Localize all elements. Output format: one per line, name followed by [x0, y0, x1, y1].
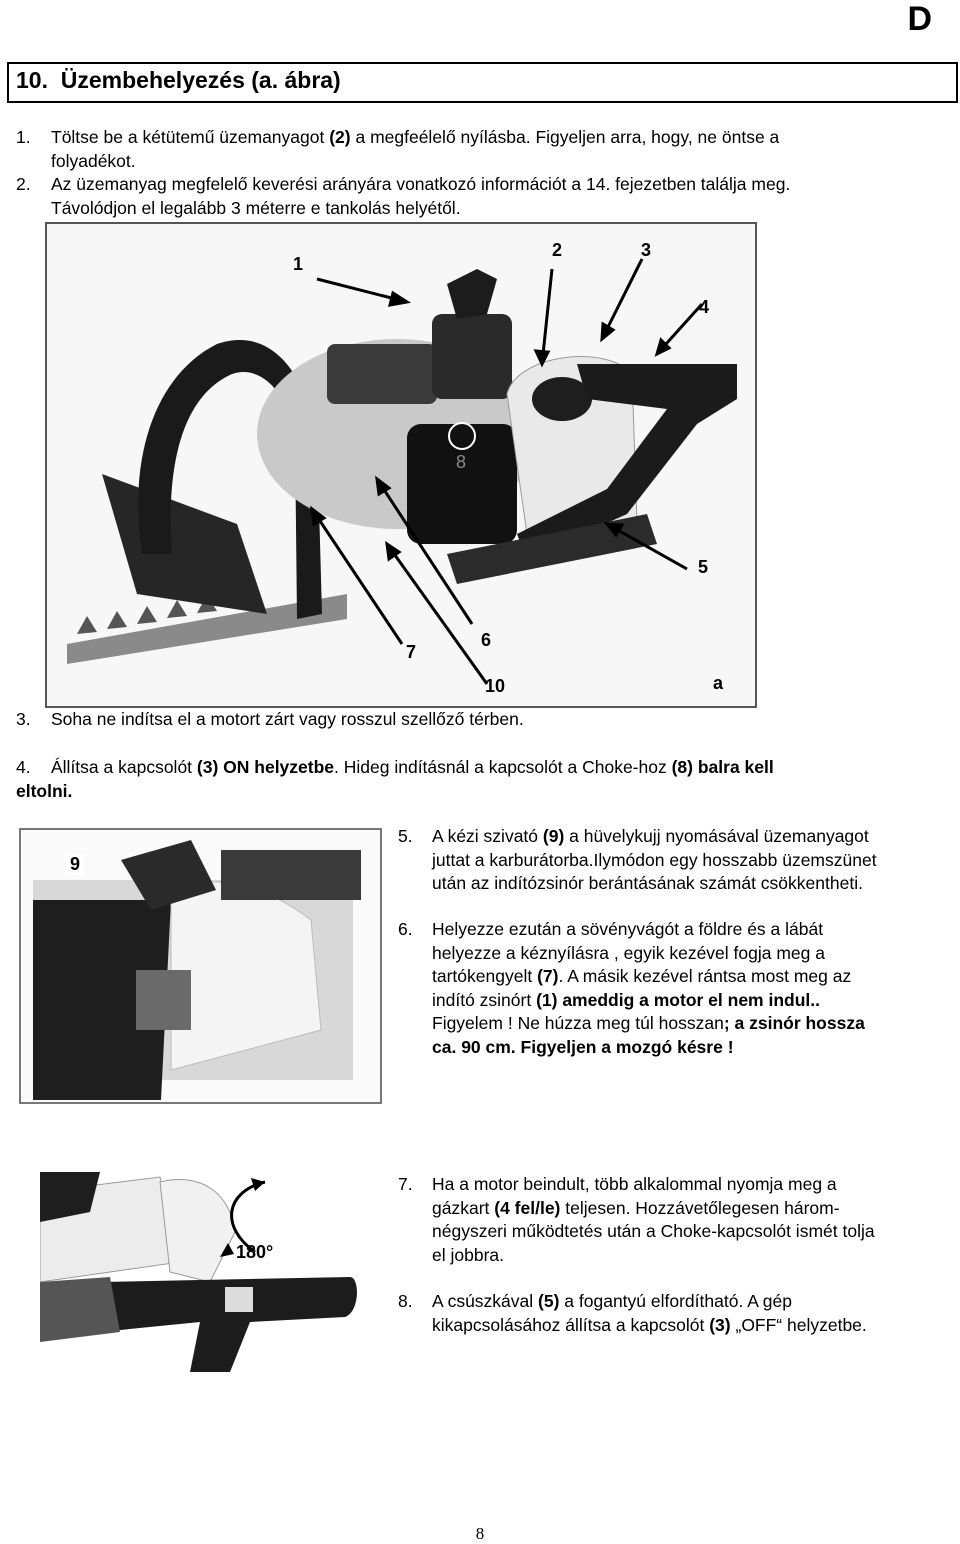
step-text: Az üzemanyag megfelelő keverési arányára vonatkozó információt a 14. fejezetben találja meg. — [51, 174, 791, 194]
step-text: Soha ne indítsa el a motort zárt vagy rosszul szellőző térben. — [51, 709, 524, 729]
step-number: 7. — [398, 1174, 413, 1194]
callout-2: 2 — [552, 240, 563, 260]
step-text: Távolódjon el legalább 3 méterre e tankolás helyétől. — [51, 197, 461, 218]
figure-180-handle — [40, 1172, 375, 1390]
step-text: . — [815, 989, 821, 1010]
step-text: el jobbra. — [432, 1244, 504, 1265]
step-warning: ; a zsinór hossza — [723, 1013, 865, 1033]
step-text: indító zsinórt — [432, 989, 537, 1010]
step-text: a hüvelykujj nyomásával üzemanyagot — [564, 826, 869, 846]
step-ref: (3) ON helyzetbe — [196, 757, 335, 777]
callout-180: 180° — [236, 1242, 274, 1262]
step-ref: (2) — [329, 127, 351, 147]
step-5 — [398, 825, 958, 896]
callout-6: 6 — [481, 630, 492, 650]
callout-7: 7 — [406, 642, 417, 662]
step-text: tartókengyelt — [432, 966, 538, 986]
step-number: 8. — [398, 1291, 413, 1311]
step-text: kikapcsolásához állítsa a kapcsolót — [432, 1314, 710, 1335]
section-divider — [7, 101, 958, 103]
callout-10: 10 — [485, 676, 506, 696]
step-text: A kézi szivató — [432, 826, 543, 846]
step-warning: ca. 90 cm. Figyeljen a mozgó késre ! — [432, 1036, 734, 1057]
step-text: . Hideg indításnál a kapcsolót a Choke-hoz — [334, 757, 672, 777]
step-ref: (7) — [537, 966, 559, 986]
step-number: 2. — [16, 174, 31, 194]
step-number: 6. — [398, 919, 413, 939]
step-ref: (4 fel/le) — [494, 1197, 561, 1218]
step-text: A csúszkával — [432, 1291, 539, 1311]
step-text: „OFF“ helyzetbe. — [730, 1314, 867, 1335]
step-ref: (1) ameddig a motor el nem indul. — [536, 989, 816, 1010]
step-8 — [398, 1290, 958, 1337]
callout-3: 3 — [641, 240, 652, 260]
step-6 — [398, 918, 958, 1059]
callout-4: 4 — [699, 297, 710, 317]
callout-9: 9 — [66, 854, 84, 875]
step-text: után az indítózsinór berántásának számát csökkentheti. — [432, 873, 863, 893]
step-text: a fogantyú elfordítható. A gép — [559, 1291, 792, 1311]
step-2 — [16, 173, 936, 220]
step-text: gázkart — [432, 1197, 495, 1218]
step-text: juttat a karburátorba.Ilymódon egy hosszabb üzemszünet — [432, 849, 877, 870]
figure-9-primer — [19, 828, 382, 1104]
section-title-text: Üzembehelyezés (a. ábra) — [60, 67, 341, 93]
step-text: . A másik kezével rántsa most meg az — [558, 966, 852, 986]
step-text: Töltse be a kétütemű üzemanyagot — [51, 127, 330, 147]
figure-label-a: a — [713, 673, 724, 693]
step-number: 1. — [16, 127, 31, 147]
step-text: Ha a motor beindult, több alkalommal nyomja meg a — [432, 1174, 837, 1194]
step-text: teljesen. Hozzávetőlegesen három- — [560, 1197, 840, 1218]
section-number: 10. — [16, 67, 48, 93]
step-text: négyszeri működtetés után a Choke-kapcsolót ismét tolja — [432, 1221, 875, 1241]
hedge-trimmer-illustration — [47, 224, 757, 708]
step-4 — [16, 756, 936, 803]
step-ref: (8) balra kell — [671, 757, 774, 777]
handle-rotation-illustration — [40, 1172, 375, 1390]
step-text: Helyezze ezután a sövényvágót a földre és a lábát — [432, 919, 824, 939]
step-text: a megfeélelő nyílásba. Figyeljen arra, hogy, ne öntse a — [350, 127, 780, 147]
page-number: 8 — [475, 1524, 485, 1543]
step-number: 4. — [16, 757, 31, 777]
step-1 — [16, 126, 936, 173]
step-text: helyezze a kéznyílásra , egyik kezével fogja meg a — [432, 942, 825, 963]
step-ref: (3) — [709, 1314, 731, 1335]
language-tag: D — [907, 0, 932, 38]
figure-a-hedge-trimmer — [45, 222, 757, 708]
section-title — [16, 67, 341, 94]
step-text: folyadékot. — [51, 150, 136, 171]
step-7 — [398, 1173, 958, 1267]
step-ref: (5) — [538, 1291, 560, 1311]
step-text: Figyelem ! Ne húzza meg túl hosszan — [432, 1013, 724, 1033]
step-number: 3. — [16, 709, 31, 729]
callout-5: 5 — [698, 557, 709, 577]
step-ref: (9) — [542, 826, 565, 846]
step-3 — [16, 708, 936, 732]
step-number: 5. — [398, 826, 413, 846]
step-text: eltolni. — [16, 780, 73, 801]
callout-8: 8 — [456, 452, 467, 472]
step-text: Állítsa a kapcsolót — [51, 757, 197, 777]
callout-1: 1 — [293, 254, 304, 274]
